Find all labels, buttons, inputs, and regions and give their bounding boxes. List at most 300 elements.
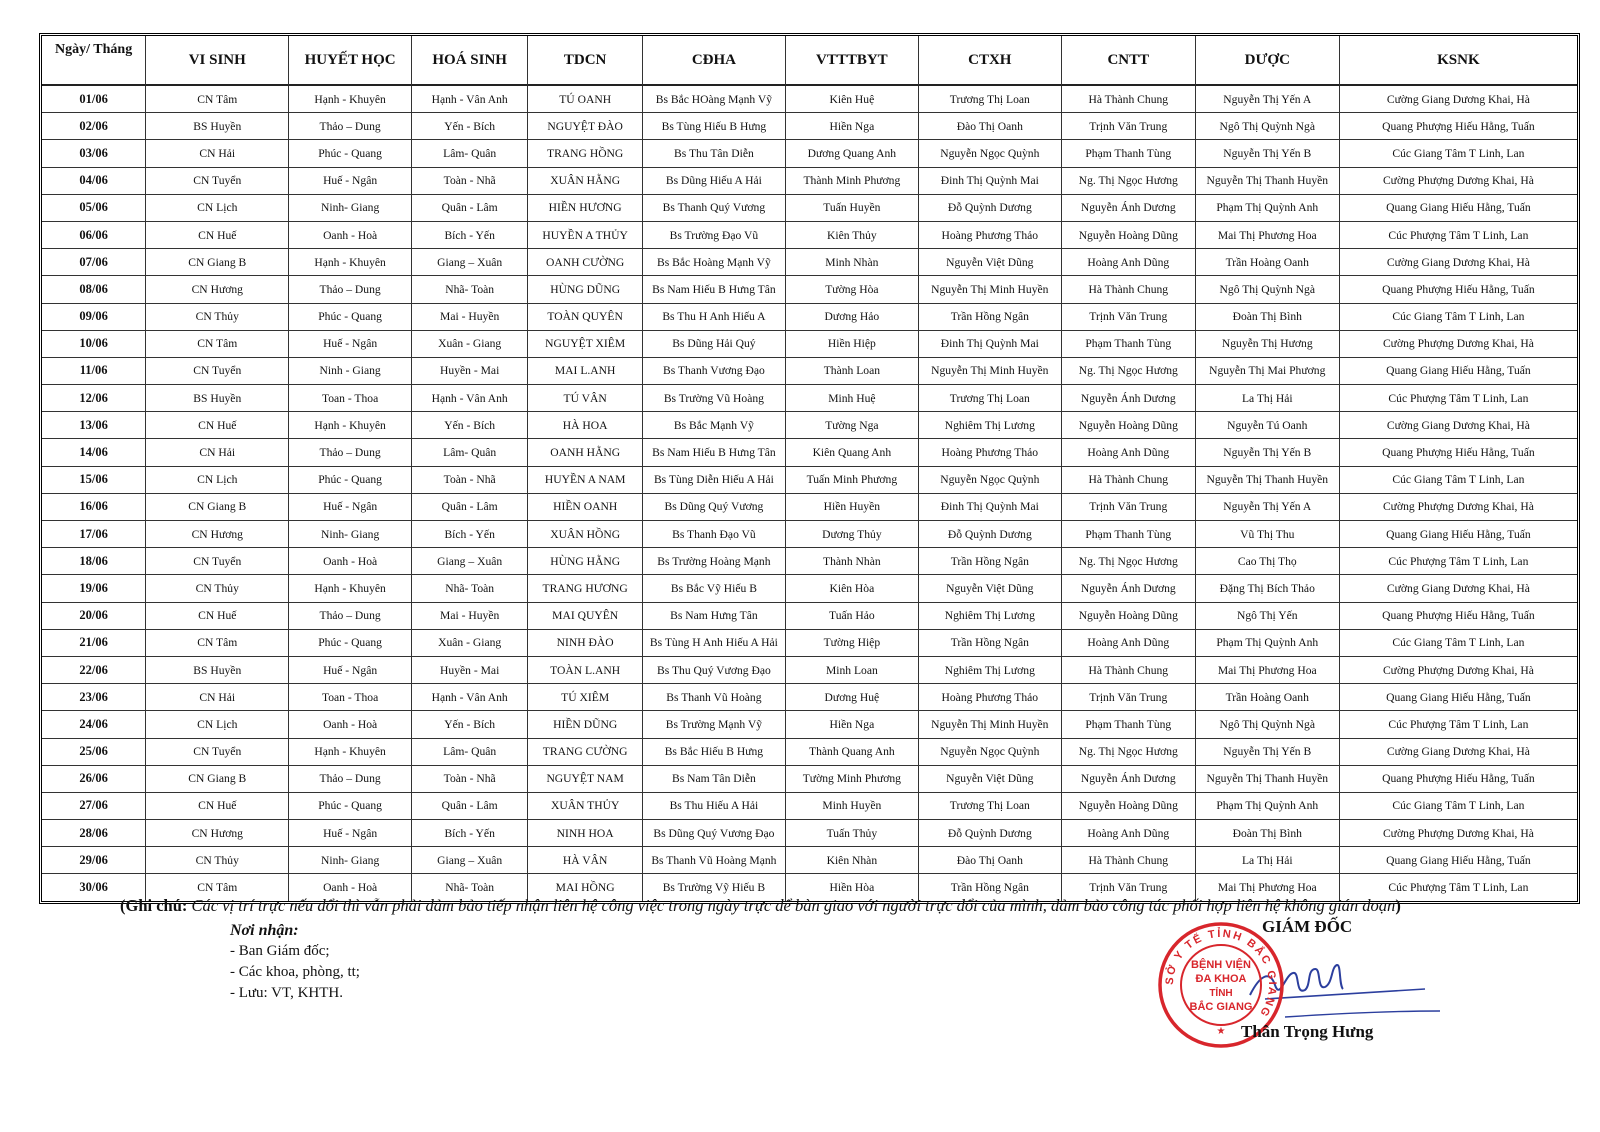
duty-cell: Yến - Bích — [412, 113, 529, 140]
duty-cell: Quang Giang Hiếu Hằng, Tuấn — [1340, 358, 1577, 385]
duty-cell: Tường Hiệp — [786, 630, 919, 657]
duty-cell: BS Huyền — [146, 385, 289, 412]
duty-cell: Quang Phượng Hiếu Hằng, Tuấn — [1340, 603, 1577, 630]
duty-cell: Nguyễn Thị Yến B — [1196, 739, 1340, 766]
recipient-item: - Các khoa, phòng, tt; — [230, 964, 360, 980]
column-header: KSNK — [1340, 36, 1577, 86]
duty-cell: Trương Thị Loan — [919, 385, 1062, 412]
duty-cell: Ninh- Giang — [289, 521, 412, 548]
duty-cell: BS Huyền — [146, 657, 289, 684]
table-row — [42, 86, 1577, 113]
duty-cell: TÚ XIÊM — [528, 684, 642, 711]
duty-cell: CN Thủy — [146, 304, 289, 331]
duty-cell: Phạm Thanh Tùng — [1062, 521, 1196, 548]
column-header: CNTT — [1062, 36, 1196, 86]
duty-cell: Phạm Thị Quỳnh Anh — [1196, 793, 1340, 820]
duty-cell: Phạm Thị Quỳnh Anh — [1196, 195, 1340, 222]
duty-cell: Nguyễn Tú Oanh — [1196, 412, 1340, 439]
duty-cell: Quang Phượng Hiếu Hằng, Tuấn — [1340, 439, 1577, 466]
duty-cell: OANH CƯỜNG — [528, 249, 642, 276]
duty-cell: Hạnh - Khuyên — [289, 86, 412, 113]
duty-cell: Bs Trường Đạo Vũ — [643, 222, 786, 249]
recipients-block — [230, 920, 360, 1004]
duty-cell: CN Tâm — [146, 86, 289, 113]
date-cell: 11/06 — [42, 358, 146, 385]
duty-cell: Cao Thị Thọ — [1196, 548, 1340, 575]
duty-cell: Cúc Phượng Tâm T Linh, Lan — [1388, 881, 1529, 895]
duty-cell: Nguyễn Ánh Dương — [1062, 575, 1196, 602]
duty-cell: CN Huế — [146, 793, 289, 820]
table-row — [42, 575, 1577, 602]
duty-cell: Ng. Thị Ngọc Hương — [1062, 548, 1196, 575]
duty-cell: XUÂN HỒNG — [528, 521, 642, 548]
duty-cell: HUYỀN A THỦY — [528, 222, 642, 249]
duty-cell: Nguyễn Thị Yến A — [1196, 494, 1340, 521]
duty-cell: Phúc - Quang — [289, 304, 412, 331]
duty-cell: Bs Thu Quý Vương Đạo — [643, 657, 786, 684]
duty-cell: Quân - Lâm — [412, 793, 529, 820]
date-cell: 18/06 — [42, 548, 146, 575]
date-cell: 19/06 — [42, 575, 146, 602]
duty-cell: Cường Giang Dương Khai, Hà — [1340, 249, 1577, 276]
duty-cell: Quang Phượng Hiếu Hằng, Tuấn — [1340, 766, 1577, 793]
table-row — [42, 630, 1577, 657]
duty-cell: TÚ VÂN — [528, 385, 642, 412]
duty-cell: OANH HẰNG — [528, 439, 642, 466]
duty-cell: Bs Dũng Quý Vương — [643, 494, 786, 521]
duty-cell: Huế - Ngân — [289, 331, 412, 358]
duty-cell: Ngô Thị Quỳnh Ngà — [1196, 276, 1340, 303]
duty-cell: Bs Tùng Diễn Hiếu A Hải — [643, 467, 786, 494]
table-row — [42, 140, 1577, 167]
duty-cell: Bs Trường Mạnh Vỹ — [643, 711, 786, 738]
duty-cell: Thành Loan — [786, 358, 919, 385]
duty-cell: Nguyễn Ánh Dương — [1062, 195, 1196, 222]
duty-cell: Thảo – Dung — [289, 766, 412, 793]
duty-cell: Oanh - Hoà — [289, 711, 412, 738]
duty-cell: Đinh Thị Quỳnh Mai — [919, 331, 1062, 358]
director-title: GIÁM ĐỐC — [1262, 917, 1353, 936]
table-row — [42, 249, 1577, 276]
table-row — [42, 739, 1577, 766]
duty-cell: Nguyễn Hoàng Dũng — [1062, 603, 1196, 630]
duty-cell: Phạm Thị Quỳnh Anh — [1196, 630, 1340, 657]
duty-cell: Ngô Thị Yến — [1196, 603, 1340, 630]
duty-cell: Hoàng Phương Thảo — [919, 222, 1062, 249]
duty-cell: Minh Huyền — [786, 793, 919, 820]
duty-cell: Nguyễn Thị Thanh Huyền — [1196, 168, 1340, 195]
duty-cell: Nguyễn Thị Yến B — [1196, 140, 1340, 167]
duty-cell: XUÂN HẰNG — [528, 168, 642, 195]
duty-cell: Huyền - Mai — [412, 358, 529, 385]
duty-cell: Mai Thị Phương Hoa — [1196, 657, 1340, 684]
duty-cell: Bs Thanh Vương Đạo — [643, 358, 786, 385]
duty-cell: Lâm- Quân — [412, 140, 529, 167]
duty-cell: CN Huế — [146, 412, 289, 439]
duty-cell: Hà Thành Chung — [1062, 86, 1196, 113]
duty-cell: Hoàng Anh Dũng — [1062, 630, 1196, 657]
duty-cell: BS Huyền — [146, 113, 289, 140]
duty-cell: Bs Thu Tân Diễn — [643, 140, 786, 167]
duty-cell: Tường Hòa — [786, 276, 919, 303]
seal-star-icon: ★ — [1216, 1026, 1226, 1037]
duty-cell: Lâm- Quân — [412, 439, 529, 466]
column-header: HOÁ SINH — [412, 36, 529, 86]
duty-cell: Hoàng Phương Thảo — [919, 439, 1062, 466]
seal-line: BỆNH VIỆN — [1191, 959, 1251, 971]
date-cell: 06/06 — [42, 222, 146, 249]
date-cell: 04/06 — [42, 168, 146, 195]
duty-cell: Nhã- Toàn — [412, 874, 529, 900]
duty-cell: NGUYỆT XIÊM — [528, 331, 642, 358]
duty-cell: Xuân - Giang — [412, 630, 529, 657]
date-cell: 27/06 — [42, 793, 146, 820]
seal-line: ĐA KHOA — [1195, 973, 1247, 985]
column-header: VTTTBYT — [786, 36, 919, 86]
duty-cell: Thảo – Dung — [289, 439, 412, 466]
duty-cell: CN Tâm — [146, 630, 289, 657]
date-cell: 09/06 — [42, 304, 146, 331]
duty-cell: Quang Giang Hiếu Hằng, Tuấn — [1340, 195, 1577, 222]
duty-cell: Hạnh - Vân Anh — [412, 684, 529, 711]
duty-cell: Cúc Giang Tâm T Linh, Lan — [1340, 467, 1577, 494]
duty-cell: Giang – Xuân — [412, 249, 529, 276]
duty-cell: Đặng Thị Bích Thảo — [1196, 575, 1340, 602]
duty-cell: Trần Hoàng Oanh — [1196, 249, 1340, 276]
duty-cell: Bs Dũng Hải Quý — [643, 331, 786, 358]
date-cell: 25/06 — [42, 739, 146, 766]
duty-cell: Bs Thanh Quý Vương — [643, 195, 786, 222]
duty-cell: Lâm- Quân — [412, 739, 529, 766]
duty-roster-table — [39, 33, 1580, 904]
duty-cell: HUYỀN A NAM — [528, 467, 642, 494]
table-row — [42, 304, 1577, 331]
duty-cell: Huế - Ngân — [289, 168, 412, 195]
duty-cell: Thảo – Dung — [289, 113, 412, 140]
duty-cell: Bs Bắc Vỹ Hiếu B — [643, 575, 786, 602]
date-cell: 08/06 — [42, 276, 146, 303]
duty-cell: TÚ OANH — [528, 86, 642, 113]
duty-cell: CN Lịch — [146, 467, 289, 494]
duty-cell: Nguyễn Thị Minh Huyền — [919, 711, 1062, 738]
table-row — [42, 766, 1577, 793]
duty-cell: CN Giang B — [146, 766, 289, 793]
duty-cell: Nghiêm Thị Lương — [919, 412, 1062, 439]
date-cell: 14/06 — [42, 439, 146, 466]
duty-cell: Nguyễn Ánh Dương — [1062, 766, 1196, 793]
date-cell: 26/06 — [42, 766, 146, 793]
duty-cell: CN Hương — [146, 820, 289, 847]
duty-cell: Cường Phượng Dương Khai, Hà — [1340, 820, 1577, 847]
duty-cell: Đoàn Thị Bình — [1196, 304, 1340, 331]
duty-cell: Nguyễn Ngọc Quỳnh — [919, 467, 1062, 494]
duty-cell: Nguyễn Hoàng Dũng — [1062, 412, 1196, 439]
table-header-row — [42, 36, 1577, 86]
duty-cell: Bs Trường Hoàng Mạnh — [643, 548, 786, 575]
duty-cell: Nguyễn Thị Yến B — [1196, 439, 1340, 466]
duty-cell: Oanh - Hoà — [289, 222, 412, 249]
date-cell: 23/06 — [42, 684, 146, 711]
duty-cell: Nguyễn Thị Mai Phương — [1196, 358, 1340, 385]
footnote-text: Các vị trí trực nếu đổi thì vẫn phải đảm bảo tiếp nhận liên hệ công việc trong ngày trực để bàn giao với người trực đổi của mình, đảm bảo công tác phối hợp liên hệ không gián đoạn — [187, 896, 1396, 915]
duty-cell: Huế - Ngân — [289, 820, 412, 847]
duty-cell: Nguyễn Ngọc Quỳnh — [919, 140, 1062, 167]
duty-cell: Hạnh - Vân Anh — [412, 385, 529, 412]
duty-cell: Bs Thanh Đạo Vũ — [643, 521, 786, 548]
date-cell: 21/06 — [42, 630, 146, 657]
duty-cell: Ninh- Giang — [289, 847, 412, 874]
duty-cell: Tuấn Hảo — [786, 603, 919, 630]
duty-cell: Đinh Thị Quỳnh Mai — [919, 494, 1062, 521]
duty-cell: Huyền - Mai — [412, 657, 529, 684]
duty-cell: CN Giang B — [146, 249, 289, 276]
director-name: Thân Trọng Hưng — [1241, 1022, 1374, 1041]
duty-cell: La Thị Hải — [1196, 385, 1340, 412]
duty-cell: Kiên Quang Anh — [786, 439, 919, 466]
date-cell: 05/06 — [42, 195, 146, 222]
duty-cell: Cường Giang Dương Khai, Hà — [1340, 412, 1577, 439]
duty-cell: CN Huế — [146, 603, 289, 630]
duty-cell: Hoàng Anh Dũng — [1062, 820, 1196, 847]
duty-cell: Cúc Giang Tâm T Linh, Lan — [1340, 304, 1577, 331]
duty-cell: Minh Loan — [786, 657, 919, 684]
duty-cell: Hà Thành Chung — [1062, 657, 1196, 684]
duty-cell: Tường Nga — [786, 412, 919, 439]
duty-cell: Thành Quang Anh — [786, 739, 919, 766]
duty-cell: Cúc Phượng Tâm T Linh, Lan — [1340, 711, 1577, 738]
duty-cell: Nhã- Toàn — [412, 276, 529, 303]
duty-cell: CN Hải — [146, 140, 289, 167]
duty-cell: Toàn - Nhã — [412, 766, 529, 793]
duty-cell: La Thị Hải — [1196, 847, 1340, 874]
duty-cell: Yến - Bích — [412, 711, 529, 738]
duty-cell: HÙNG HẰNG — [528, 548, 642, 575]
duty-cell: Nguyễn Thị Minh Huyền — [919, 358, 1062, 385]
date-cell: 15/06 — [42, 467, 146, 494]
duty-cell: Nghiêm Thị Lương — [919, 657, 1062, 684]
duty-cell: Trịnh Văn Trung — [1062, 874, 1196, 900]
duty-cell: Hoàng Phương Thảo — [919, 684, 1062, 711]
duty-cell: HIỀN HƯƠNG — [528, 195, 642, 222]
duty-cell: Yến - Bích — [412, 412, 529, 439]
duty-cell: Mai - Huyền — [412, 304, 529, 331]
duty-cell: Cường Phượng Dương Khai, Hà — [1340, 331, 1577, 358]
table-row — [42, 385, 1577, 412]
column-header: VI SINH — [146, 36, 289, 86]
duty-cell: Quang Giang Hiếu Hằng, Tuấn — [1340, 521, 1577, 548]
duty-cell: Hạnh - Khuyên — [289, 249, 412, 276]
duty-cell: Bs Tùng H Anh Hiếu A Hải — [643, 630, 786, 657]
duty-cell: Mai - Huyền — [412, 603, 529, 630]
duty-cell: Bs Thu Hiếu A Hải — [643, 793, 786, 820]
duty-cell: XUÂN THỦY — [528, 793, 642, 820]
duty-cell: Dương Huệ — [786, 684, 919, 711]
duty-cell: CN Tâm — [146, 331, 289, 358]
date-cell: 17/06 — [42, 521, 146, 548]
table-row — [42, 684, 1577, 711]
duty-cell: HÀ HOA — [528, 412, 642, 439]
duty-cell: Nguyễn Thị Minh Huyền — [919, 276, 1062, 303]
table-row — [42, 494, 1577, 521]
duty-cell: Đoàn Thị Bình — [1196, 820, 1340, 847]
duty-cell: CN Hương — [146, 521, 289, 548]
column-header: CTXH — [919, 36, 1062, 86]
duty-cell: CN Huế — [146, 222, 289, 249]
duty-cell: Cường Giang Dương Khai, Hà — [1340, 86, 1577, 113]
duty-cell: Ng. Thị Ngọc Hương — [1062, 358, 1196, 385]
duty-cell: TRANG HƯƠNG — [528, 575, 642, 602]
duty-cell: Đỗ Quỳnh Dương — [919, 521, 1062, 548]
duty-cell: Bích - Yến — [412, 820, 529, 847]
duty-cell: Nguyễn Hoàng Dũng — [1062, 222, 1196, 249]
table-row — [42, 195, 1577, 222]
duty-cell: Toan - Thoa — [289, 385, 412, 412]
duty-cell: Thành Minh Phương — [786, 168, 919, 195]
duty-cell: Nghiêm Thị Lương — [919, 603, 1062, 630]
duty-cell: HÙNG DŨNG — [528, 276, 642, 303]
duty-cell: Phúc - Quang — [289, 140, 412, 167]
duty-cell: Nguyễn Thị Thanh Huyền — [1196, 467, 1340, 494]
duty-cell: Trần Hồng Ngân — [919, 630, 1062, 657]
duty-cell: Cúc Phượng Tâm T Linh, Lan — [1340, 385, 1577, 412]
duty-cell: Bs Trường Vỹ Hiếu B — [643, 874, 786, 900]
table-row — [42, 711, 1577, 738]
duty-cell: Dương Hảo — [786, 304, 919, 331]
seal-ring-text: SỞ Y TẾ TỈNH BẮC GIANG — [1163, 927, 1279, 1020]
date-cell: 24/06 — [42, 711, 146, 738]
duty-cell: Bs Bắc Hiếu B Hưng — [643, 739, 786, 766]
duty-cell: NINH ĐÀO — [528, 630, 642, 657]
date-cell: 12/06 — [42, 385, 146, 412]
duty-cell: Ninh- Giang — [289, 195, 412, 222]
duty-cell: Nguyễn Việt Dũng — [919, 766, 1062, 793]
duty-cell: Phúc - Quang — [289, 467, 412, 494]
duty-cell: NGUYỆT NAM — [528, 766, 642, 793]
table-row — [42, 847, 1577, 874]
recipients-title: Nơi nhận: — [230, 922, 299, 939]
table-row — [42, 412, 1577, 439]
duty-cell: Nguyễn Ánh Dương — [1062, 385, 1196, 412]
duty-cell: Bs Nam Tân Diễn — [643, 766, 786, 793]
duty-cell: Trần Hoàng Oanh — [1196, 684, 1340, 711]
duty-cell: Trịnh Văn Trung — [1062, 494, 1196, 521]
duty-cell: Kiên Hòa — [786, 575, 919, 602]
table-row — [42, 467, 1577, 494]
duty-cell: CN Giang B — [146, 494, 289, 521]
duty-cell: Cường Phượng Dương Khai, Hà — [1340, 168, 1577, 195]
duty-cell: Cường Giang Dương Khai, Hà — [1340, 739, 1577, 766]
column-header: DƯỢC — [1196, 36, 1340, 86]
duty-cell: Bs Thanh Vũ Hoàng Mạnh — [643, 847, 786, 874]
table-row — [42, 439, 1577, 466]
duty-cell: Trần Hồng Ngân — [919, 874, 1062, 900]
duty-cell: Đào Thị Oanh — [919, 113, 1062, 140]
duty-cell: Toàn - Nhã — [412, 467, 529, 494]
duty-cell: CN Thủy — [146, 847, 289, 874]
table-row — [42, 358, 1577, 385]
duty-cell: Oanh - Hoà — [289, 548, 412, 575]
duty-cell: Phạm Thanh Tùng — [1062, 140, 1196, 167]
table-row — [42, 331, 1577, 358]
duty-cell: Hạnh - Vân Anh — [412, 86, 529, 113]
duty-cell: Xuân - Giang — [412, 331, 529, 358]
duty-cell: Trịnh Văn Trung — [1062, 113, 1196, 140]
duty-cell: Nguyễn Ngọc Quỳnh — [919, 739, 1062, 766]
duty-cell: Hạnh - Khuyên — [289, 575, 412, 602]
date-cell: 02/06 — [42, 113, 146, 140]
date-cell: 29/06 — [42, 847, 146, 874]
duty-cell: TRANG CƯỜNG — [528, 739, 642, 766]
duty-cell: Phúc - Quang — [289, 630, 412, 657]
duty-cell: CN Lịch — [146, 711, 289, 738]
duty-cell: Hạnh - Khuyên — [289, 739, 412, 766]
table-row — [42, 603, 1577, 630]
duty-cell: Tuấn Huyền — [786, 195, 919, 222]
duty-cell: Cúc Giang Tâm T Linh, Lan — [1340, 140, 1577, 167]
duty-cell: Hoàng Anh Dũng — [1062, 249, 1196, 276]
duty-cell: Bs Bắc Mạnh Vỹ — [643, 412, 786, 439]
duty-cell: Bs Bắc Hoàng Mạnh Vỹ — [643, 249, 786, 276]
duty-cell: Đỗ Quỳnh Dương — [919, 820, 1062, 847]
duty-cell: Ngô Thị Quỳnh Ngà — [1196, 113, 1340, 140]
duty-cell: Quang Phượng Hiếu Hằng, Tuấn — [1340, 113, 1577, 140]
table-row — [42, 820, 1577, 847]
duty-cell: Ngô Thị Quỳnh Ngà — [1196, 711, 1340, 738]
duty-cell: Bích - Yến — [412, 222, 529, 249]
roster-sheet — [39, 33, 1580, 904]
duty-cell: Nhã- Toàn — [412, 575, 529, 602]
duty-cell: Bs Nam Hưng Tân — [643, 603, 786, 630]
duty-cell: Toan - Thoa — [289, 684, 412, 711]
duty-cell: Nguyễn Việt Dũng — [919, 575, 1062, 602]
date-cell: 01/06 — [42, 86, 146, 113]
duty-cell: Tuấn Minh Phương — [786, 467, 919, 494]
duty-cell: Giang – Xuân — [412, 847, 529, 874]
duty-cell: Kiên Nhàn — [786, 847, 919, 874]
date-cell: 28/06 — [42, 820, 146, 847]
duty-cell: Trương Thị Loan — [919, 86, 1062, 113]
duty-cell: Vũ Thị Thu — [1196, 521, 1340, 548]
duty-cell: Cúc Phượng Tâm T Linh, Lan — [1340, 222, 1577, 249]
duty-cell: Oanh - Hoà — [289, 874, 412, 900]
duty-cell: Thành Nhàn — [786, 548, 919, 575]
duty-cell: CN Tuyển — [146, 358, 289, 385]
duty-cell: Huế - Ngân — [289, 657, 412, 684]
duty-cell: Hiền Nga — [786, 113, 919, 140]
duty-cell: Huế - Ngân — [289, 494, 412, 521]
duty-cell: Ng. Thị Ngọc Hương — [1062, 739, 1196, 766]
duty-cell: Bs Nam Hiếu B Hưng Tân — [643, 276, 786, 303]
table-row — [42, 168, 1577, 195]
table-row — [42, 222, 1577, 249]
duty-cell: Bs Tùng Hiếu B Hưng — [643, 113, 786, 140]
duty-cell: Mai Thị Phương Hoa — [1196, 222, 1340, 249]
date-cell: 10/06 — [42, 331, 146, 358]
table-row — [42, 113, 1577, 140]
duty-cell: NINH HOA — [528, 820, 642, 847]
duty-cell: HIỀN DŨNG — [528, 711, 642, 738]
duty-cell: Giang – Xuân — [412, 548, 529, 575]
duty-cell: Mai Thị Phương Hoa — [1196, 874, 1340, 900]
duty-cell: Quân - Lâm — [412, 195, 529, 222]
duty-cell: Nguyễn Thị Hương — [1196, 331, 1340, 358]
duty-cell: Cúc Giang Tâm T Linh, Lan — [1340, 793, 1577, 820]
duty-cell: Đỗ Quỳnh Dương — [919, 195, 1062, 222]
duty-cell: Cúc Phượng Tâm T Linh, Lan — [1340, 548, 1577, 575]
duty-cell: Cường Phượng Dương Khai, Hà — [1340, 494, 1577, 521]
duty-cell: Nguyễn Hoàng Dũng — [1062, 793, 1196, 820]
duty-cell: Trịnh Văn Trung — [1062, 304, 1196, 331]
